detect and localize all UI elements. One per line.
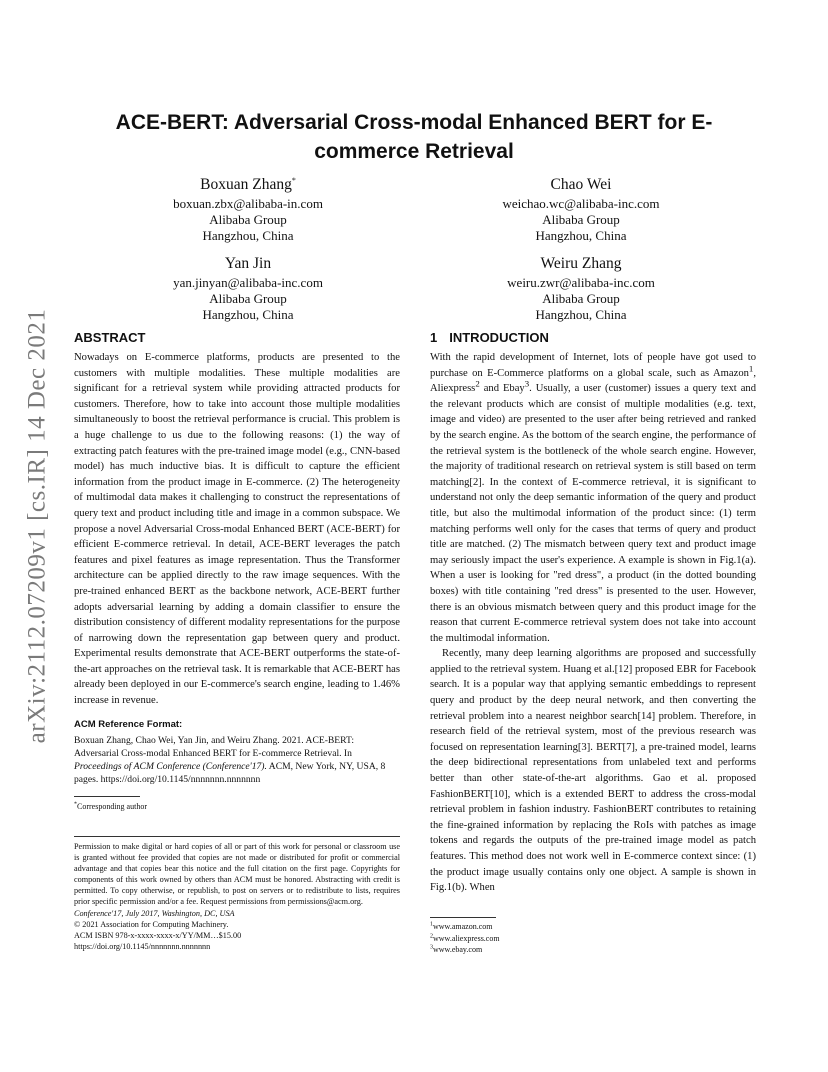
- author-mark: *: [291, 175, 296, 185]
- footnote-3: $^3$www.ebay.com: [430, 944, 483, 954]
- permission-text: Permission to make digital or hard copies of all or part of this work for personal or classroom use is granted without fee provided that copies are not made or distributed for profit or commercial advantage and that copies bear this notice and the full citation on the first page. Copyrights for components of this work owned by others than ACM must be honored. Abstracting with credit is permitted. To copy otherwise, or republish, to post on servers or to redistribute to lists, requires prior specific permission and/or a fee. Request permissions from permissions@acm.org.: [74, 842, 400, 907]
- footnote-rule: [74, 796, 140, 797]
- author-block-3: [108, 254, 388, 323]
- abstract-heading: ABSTRACT: [74, 330, 146, 345]
- author-org: Alibaba Group: [209, 291, 287, 306]
- acm-ref-heading: ACM Reference Format:: [74, 718, 183, 730]
- copyright-line: © 2021 Association for Computing Machinery.: [74, 919, 229, 929]
- paper-title: ACE-BERT: Adversarial Cross-modal Enhanced BERT for E-commerce Retrieval: [115, 111, 713, 163]
- author-org: Alibaba Group: [542, 291, 620, 306]
- author-email: boxuan.zbx@alibaba-in.com: [173, 196, 323, 211]
- author-email: weichao.wc@alibaba-inc.com: [502, 196, 660, 211]
- author-org: Alibaba Group: [209, 212, 287, 227]
- author-location: Hangzhou, China: [202, 307, 294, 322]
- author-location: Hangzhou, China: [202, 228, 294, 243]
- conference-line: Conference'17, July 2017, Washington, DC, USA: [74, 908, 235, 918]
- arxiv-sidebar: [16, 296, 58, 756]
- author-location: Hangzhou, China: [535, 228, 627, 243]
- author-block-2: [441, 175, 721, 244]
- arxiv-identifier: arXiv:2112.07209v1 [cs.IR] 14 Dec 2021: [23, 308, 51, 744]
- permission-block: [74, 836, 400, 952]
- doi-line: https://doi.org/10.1145/nnnnnnn.nnnnnnn: [74, 941, 211, 951]
- url-footnotes: [430, 917, 756, 956]
- acm-ref-text: Boxuan Zhang, Chao Wei, Yan Jin, and Weiru Zhang. 2021. ACE-BERT: Adversarial Cross-modal Enhanced BERT for E-commerce Retrieval. In Proceedings of ACM Conference (Conference'17). ACM, New York, NY, USA, 8 pages. https://doi.org/10.1145/nnnnnnn.nnnnnnn: [74, 735, 386, 786]
- author-location: Hangzhou, China: [535, 307, 627, 322]
- isbn-line: ACM ISBN 978-x-xxxx-xxxx-x/YY/MM…$15.00: [74, 930, 242, 940]
- author-email: weiru.zwr@alibaba-inc.com: [507, 275, 655, 290]
- intro-heading: 1 INTRODUCTION: [430, 330, 549, 345]
- author-name: Weiru Zhang: [540, 255, 622, 272]
- author-name: Boxuan Zhang*: [200, 175, 296, 193]
- intro-paragraph-1: With the rapid development of Internet, lots of people have got used to purchase on E-Commerce platforms on a global scale, such as Amazon$^1$, Aliexpress$^2$ and Ebay$^3$. Usually, a user (customer) issues a query text and the relevant products which are consist of multiple modalities (e.g. text, image and video) are presented to the user after being retrieved and ranked by the search engine. As the bottom of the search engine, the performance of the retrieval system is the bottleneck of the whole search engine. However, the majority of traditional research on retrieval system is still based on term matching[2]. In the context of E-commerce retrieval, it is significant to understand not only the deep semantic information of the query and product title, but also the multimodal information of the product since: (1) term matching performs well only for the cases that terms of query and product title are matched. (2) The mismatch between query text and product image may seriously impact the user's experience. A example is shown in Fig.1(a). When a user is looking for "red dress", a product (in the dotted bounding boxes) with title containing "red dress" is presented to the user. However, there is an obvious mismatch between query and this product image for the reason that current E-commerce retrieval system does not take into account the multimodal information.: [430, 352, 756, 644]
- author-org: Alibaba Group: [542, 212, 620, 227]
- footnote-1: $^1$www.amazon.com: [430, 921, 493, 931]
- footnote-2: $^2$www.aliexpress.com: [430, 932, 500, 943]
- author-name: Yan Jin: [224, 255, 272, 272]
- footnote-rule: [430, 917, 496, 918]
- author-block-4: [441, 254, 721, 323]
- right-column: [430, 330, 756, 896]
- author-name: Chao Wei: [550, 176, 612, 193]
- corresponding-footnote: *Corresponding author: [74, 801, 147, 812]
- author-block-1: [108, 175, 388, 244]
- abstract-text: Nowadays on E-commerce platforms, products are presented to the customers with multiple modalities. These multiple modalities are significant for a retrieval system while providing attracted products for customers. Therefore, how to take into account those multiple modalities simultaneously to boost the retrieval performance is crucial. This problem is a huge challenge to us due to the following reasons: (1) the way of extracting patch features with the pre-trained image model (e.g., CNN-based model) has much inductive bias. It is difficult to capture the efficient information from the product image in E-commerce. (2) The heterogeneity of multimodal data makes it challenging to construct the representations of query text and product including title and image in a common subspace. We propose a novel Adversarial Cross-modal Enhanced BERT (ACE-BERT) for efficient E-commerce retrieval. In detail, ACE-BERT leverages the patch features and pixel features as image representation. Thus the Transformer architecture can be applied directly to the raw image sequences. With the pre-trained enhanced BERT as the backbone network, ACE-BERT further adopts adversarial learning by adding a domain classifier to ensure the distribution consistency of different modality representations for the purpose of narrowing down the representation gap between query and product. Experimental results demonstrate that ACE-BERT outperforms the state-of-the-art approaches on the retrieval task. It is remarkable that ACE-BERT has already been deployed in our E-commerce's search engine, leading to 1.46% increase in revenue.: [74, 352, 400, 707]
- left-column: [74, 330, 400, 812]
- intro-paragraph-2: Recently, many deep learning algorithms are proposed and successfully applied to the retrieval system. Huang et al.[12] proposed EBR for Facebook search. It is a popular way that applying semantic embeddings to represent query and product by the deep neural network, and then converting the retrieval problem into a nearest neighbor search[14] problem. Therefore, in research field of the retrieval system, most of the previous research was focused on representation learning[3]. BERT[7], a pre-trained model, learns the deep bidirectional representations from unlabeled text and performs better than other state-of-the-art algorithms. Gao et al. proposed FashionBERT[10], which is a extended BERT to address the cross-modal retrieval problem in fashion industry. FashionBERT contributes to retaining the fine-grained information by replacing the RoIs with patches as image tokens and regards the outputs of the pre-trained image model as patch features. This method does not work well in E-commerce context since: (1) the product image usually contains only one object. A sample is shown in Fig.1(b). When: [430, 648, 756, 894]
- author-email: yan.jinyan@alibaba-inc.com: [173, 275, 323, 290]
